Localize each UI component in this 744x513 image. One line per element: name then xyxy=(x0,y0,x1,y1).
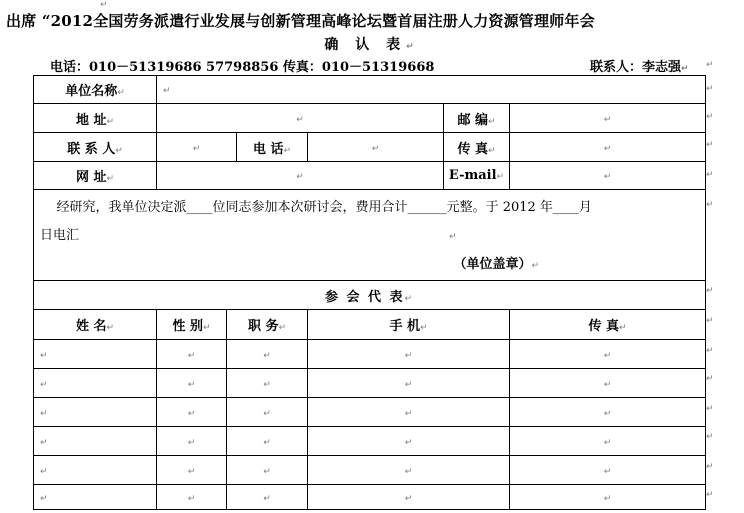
paragraph-mark: ↵ xyxy=(706,432,714,442)
paragraph-mark: ↵ xyxy=(706,346,714,356)
paragraph-mark: ↵ xyxy=(706,490,714,500)
delegates-section-title: 参 会 代 表↵ xyxy=(34,281,706,310)
table-row xyxy=(34,369,706,398)
paragraph-mark: ↵ xyxy=(706,286,714,296)
delegate-name-cell[interactable]: ↵ xyxy=(34,340,157,369)
email-field[interactable]: ↵ xyxy=(510,162,706,190)
column-header-title: 职 务↵ xyxy=(227,310,308,340)
address-field[interactable]: ↵ xyxy=(157,104,444,133)
delegate-mobile-cell[interactable]: ↵ xyxy=(308,485,510,510)
org-name-label: 单位名称↵ xyxy=(34,76,157,104)
statement-paragraph xyxy=(34,190,706,281)
contact-person-text: 联系人：李志强 xyxy=(590,60,682,75)
email-label: E-mail↵ xyxy=(444,162,510,190)
table-row xyxy=(34,427,706,456)
delegate-gender-cell[interactable]: ↵ xyxy=(157,369,227,398)
column-header-fax: 传 真↵ xyxy=(510,310,706,340)
org-name-field[interactable]: ↵ xyxy=(157,76,706,104)
delegate-mobile-cell[interactable]: ↵ xyxy=(308,369,510,398)
delegate-name-cell[interactable]: ↵ xyxy=(34,369,157,398)
paragraph-mark: ↵ xyxy=(706,170,714,180)
delegate-fax-cell[interactable]: ↵ xyxy=(510,427,706,456)
delegate-gender-cell[interactable]: ↵ xyxy=(157,427,227,456)
paragraph-mark: ↵ xyxy=(706,462,714,472)
website-field[interactable]: ↵ xyxy=(157,162,444,190)
delegate-fax-cell[interactable]: ↵ xyxy=(510,369,706,398)
table-row xyxy=(34,456,706,485)
contact-person xyxy=(590,56,689,75)
column-header-name: 姓 名↵ xyxy=(34,310,157,340)
delegate-title-cell[interactable]: ↵ xyxy=(227,456,308,485)
paragraph-mark: ↵ xyxy=(706,112,714,122)
registration-form xyxy=(33,75,706,510)
address-label: 地 址↵ xyxy=(34,104,157,133)
delegate-mobile-cell[interactable]: ↵ xyxy=(308,427,510,456)
column-header-mobile: 手 机↵ xyxy=(308,310,510,340)
paragraph-mark: ↵ xyxy=(706,404,714,414)
paragraph-mark: ↵ xyxy=(706,84,714,94)
paragraph-mark: ↵ xyxy=(706,200,714,210)
total-fee-blank[interactable]: ______ xyxy=(407,200,447,215)
table-row xyxy=(34,398,706,427)
page-title: 出席 “2012全国劳务派遣行业发展与创新管理高峰论坛暨首届注册人力资源管理师年会 xyxy=(6,12,595,30)
paragraph-mark: ↵ xyxy=(706,60,714,70)
contact-label: 联 系 人↵ xyxy=(34,133,157,162)
seal-label: （单位盖章）↵ xyxy=(453,257,539,272)
fax-label: 传 真↵ xyxy=(444,133,510,162)
delegate-gender-cell[interactable]: ↵ xyxy=(157,398,227,427)
month-blank[interactable]: ____ xyxy=(552,200,579,215)
postcode-label: 邮 编↵ xyxy=(444,104,510,133)
paragraph-mark: ↵ xyxy=(406,42,420,52)
delegate-title-cell[interactable]: ↵ xyxy=(227,398,308,427)
paragraph-mark: ↵ xyxy=(681,64,689,74)
statement-line-2: 日电汇 ↵ xyxy=(40,228,457,243)
fax-field[interactable]: ↵ xyxy=(510,133,706,162)
delegate-title-cell[interactable]: ↵ xyxy=(227,369,308,398)
table-row xyxy=(34,485,706,510)
contact-info: 电话：010－51319686 57798856 传真：010－51319668 xyxy=(50,60,435,75)
delegate-fax-cell[interactable]: ↵ xyxy=(510,398,706,427)
paragraph-mark: ↵ xyxy=(706,140,714,150)
phone-label: 电 话↵ xyxy=(237,133,308,162)
paragraph-mark: ↵ xyxy=(706,316,714,326)
delegate-mobile-cell[interactable]: ↵ xyxy=(308,340,510,369)
delegate-title-cell[interactable]: ↵ xyxy=(227,340,308,369)
postcode-field[interactable]: ↵ xyxy=(510,104,706,133)
contact-field[interactable]: ↵ xyxy=(157,133,237,162)
delegate-fax-cell[interactable]: ↵ xyxy=(510,340,706,369)
page-subtitle xyxy=(0,34,744,54)
delegate-gender-cell[interactable]: ↵ xyxy=(157,340,227,369)
statement-line: 经研究，我单位决定派____位同志参加本次研讨会，费用合计______元整。于 2012 年____月 xyxy=(56,200,592,215)
delegate-name-cell[interactable]: ↵ xyxy=(34,398,157,427)
delegate-title-cell[interactable]: ↵ xyxy=(227,427,308,456)
delegate-gender-cell[interactable]: ↵ xyxy=(157,456,227,485)
table-row xyxy=(34,340,706,369)
delegate-name-cell[interactable]: ↵ xyxy=(34,427,157,456)
delegate-fax-cell[interactable]: ↵ xyxy=(510,456,706,485)
paragraph-mark: ↵ xyxy=(100,0,108,10)
subtitle-text: 确 认 表 xyxy=(324,37,407,53)
column-header-gender: 性 别↵ xyxy=(157,310,227,340)
phone-field[interactable]: ↵ xyxy=(308,133,444,162)
delegate-count-blank[interactable]: ____ xyxy=(186,200,213,215)
delegate-gender-cell[interactable]: ↵ xyxy=(157,485,227,510)
delegate-mobile-cell[interactable]: ↵ xyxy=(308,456,510,485)
paragraph-mark: ↵ xyxy=(706,374,714,384)
delegate-title-cell[interactable]: ↵ xyxy=(227,485,308,510)
delegate-fax-cell[interactable]: ↵ xyxy=(510,485,706,510)
delegate-name-cell[interactable]: ↵ xyxy=(34,485,157,510)
website-label: 网 址↵ xyxy=(34,162,157,190)
delegate-name-cell[interactable]: ↵ xyxy=(34,456,157,485)
delegate-mobile-cell[interactable]: ↵ xyxy=(308,398,510,427)
